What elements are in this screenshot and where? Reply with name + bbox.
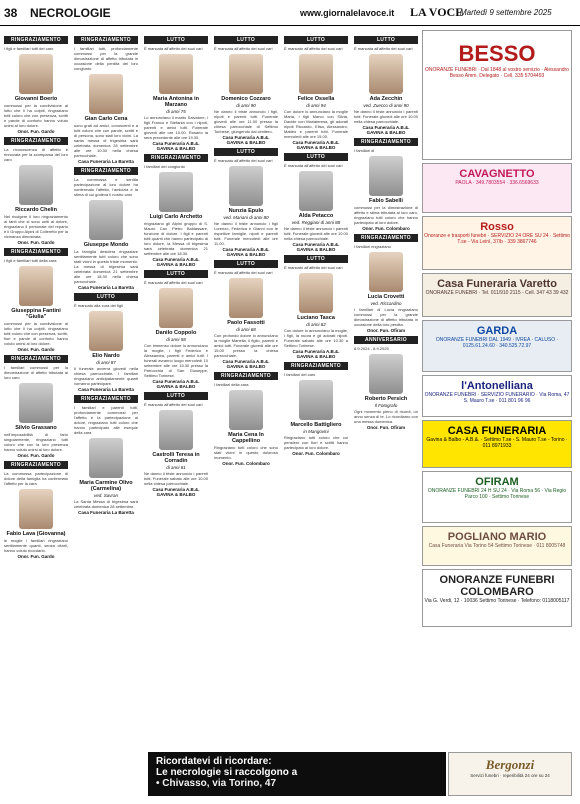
portrait-photo — [159, 288, 193, 328]
deceased-name: Roberto Persich — [364, 396, 408, 402]
deceased-name: Riccardo Chelin — [15, 207, 57, 213]
funeral-home-signature: Onor. Fun. Gardo — [17, 240, 55, 245]
obituary-notice — [144, 172, 208, 267]
deceased-name: Nunzia Epulo — [228, 208, 264, 214]
notice-band: RINGRAZIAMENTO — [4, 248, 68, 256]
notice-text: Lo annunciano il marito Salvatore, i figli Franco e Stefania con i nipoti, parenti e amici tutti. Funerale giovedì alle ore 10.00. Rosario la sera precedente alle ore 19.30. — [144, 115, 208, 140]
notice-band: LUTTO — [214, 148, 278, 156]
notice-intro: È mancato all'affetto dei suoi cari — [144, 402, 203, 407]
portrait-photo — [159, 410, 193, 450]
funeral-home-signature: Casa Funeraria A.B.&. GAVINA & BALBO — [292, 349, 340, 359]
ad-title: BESSO — [458, 41, 536, 66]
deceased-age: di anni 68 — [236, 327, 256, 332]
notice-intro: I familiari commossi per la dimostrazione di affetto tributata al loro caro — [4, 365, 68, 380]
notice-band: LUTTO — [284, 255, 348, 263]
notice-heading — [214, 36, 278, 51]
obituary-column — [214, 36, 278, 742]
notice-intro: La riconoscenza di affetto è rinnovata per la scomparsa del loro caro — [4, 147, 68, 162]
notice-text: Con dolore lo annunciano la moglie Maria, i figli Marco con Silvia, Davide con Mariateresa, gli adorati nipoti Riccardo, Elisa, Alessandro, Matteo e parenti tutti. Funerale mercoledì alle ore 15.00. — [284, 109, 348, 139]
ad-title: POGLIANO MARIO — [447, 531, 547, 543]
ad-title: Rosso — [480, 221, 514, 233]
obituary-notice — [354, 252, 418, 333]
notice-intro: La commossa partecipazione di dolore della famiglia ha confermato l'affetto per la cara — [4, 471, 68, 486]
notice-heading — [74, 395, 138, 435]
deceased-age: di anni 81 — [166, 465, 186, 470]
funeral-home-signature: Casa Funeraria A.B.&. GAVINA & BALBO — [292, 242, 340, 252]
funeral-home-ad[interactable] — [422, 420, 572, 468]
notice-band: LUTTO — [214, 36, 278, 44]
notice-text: le moglie i familiari ringraziano sentitamente quanti, senza citarli, hanno voluto ricordarlo. — [4, 538, 68, 553]
funeral-home-ad[interactable] — [422, 320, 572, 372]
funeral-home-ad[interactable] — [422, 569, 572, 627]
notice-heading — [284, 153, 348, 168]
notice-text: Il funerale avverrà giovedì nella chiesa parrocchiale. I familiari ringraziano anticipatamente quanti vorranno partecipare. — [74, 366, 138, 386]
obituary-notice — [354, 54, 418, 135]
deceased-name: Ada Zecchin — [369, 96, 403, 102]
notice-intro: È mancata all'affetto dei suoi cari — [144, 46, 203, 51]
notice-intro: È mancata all'affetto dei suoi cari — [214, 46, 273, 51]
deceased-age: di anni 58 — [166, 337, 186, 342]
portrait-photo — [19, 54, 53, 94]
deceased-age: di anni 87 — [96, 360, 116, 365]
notice-band: RINGRAZIAMENTO — [4, 137, 68, 145]
notice-heading — [74, 167, 138, 197]
notice-band: RINGRAZIAMENTO — [74, 167, 138, 175]
obituary-notice — [284, 273, 348, 359]
notice-heading — [4, 137, 68, 162]
deceased-age: di anni 94 — [306, 103, 326, 108]
portrait-photo — [369, 156, 403, 196]
page-number: 38 — [4, 6, 18, 20]
website-link[interactable]: www.giornalelavoce.it — [300, 8, 395, 18]
deceased-age: di anni 75 — [166, 109, 186, 114]
deceased-name: Elio Nardo — [92, 353, 120, 359]
notice-heading — [354, 138, 418, 153]
funeral-home-signature: Casa Funeraria A.B.&. GAVINA & BALBO — [152, 487, 200, 497]
obituary-notice — [4, 489, 68, 559]
notice-band: LUTTO — [284, 153, 348, 161]
notice-band: LUTTO — [144, 392, 208, 400]
deceased-age: ved. Reggiani di anni 88 — [291, 220, 341, 225]
funeral-home-signature: Onor. Fun. Ofiram — [366, 328, 406, 333]
advertisement-column — [422, 30, 572, 630]
funeral-home-ad[interactable] — [422, 375, 572, 417]
funeral-home-signature: Casa Funeraria A.B.&. GAVINA & BALBO — [292, 140, 340, 150]
notice-text: Ne danno il triste annuncio i parenti tutti. Funerale giovedì alle ore 10.00 nella chiesa parrocchiale. — [354, 109, 418, 124]
deceased-name: Castrolli Teresa in Corradin — [152, 452, 200, 464]
funeral-home-signature: Casa Funeraria A.B.&. GAVINA & BALBO — [152, 141, 200, 151]
issue-date: Martedì 9 settembre 2025 — [460, 8, 552, 17]
obituary-notice — [144, 54, 208, 151]
deceased-age: di anni 82 — [306, 322, 326, 327]
deceased-name: Lucia Crovetti — [367, 294, 405, 300]
notice-heading — [354, 234, 418, 249]
portrait-photo — [19, 165, 53, 205]
notice-text: Ne danno il triste annuncio i figli, nipoti e parenti tutti. Funerale giovedì alle ore 11.00 presso la chiesa parrocchiale di Settimo Torinese, giungendo dal cimitero. — [214, 109, 278, 134]
ad-details: ONORANZE FUNEBRI · SERVIZIO FUNERARIO · Via Roma, 47 S. Mauro T.se · 011 801 96 96 — [424, 392, 570, 404]
deceased-name: Danilo Coppolo — [155, 330, 197, 336]
deceased-age: ved. Riccardino — [370, 301, 402, 306]
funeral-home-signature: Onor. Fun. Gardo — [17, 129, 55, 134]
notice-text: Ogni momento pieno di ricordi, un anno senza di te. Lo ricordiamo con una messa domenica. — [354, 409, 418, 424]
footer-banner — [148, 752, 446, 796]
ad-details: Via G. Verdi, 12 · 10036 Settimo Torinese · Telefono: 0118005117 — [424, 598, 570, 604]
deceased-name: Alda Petacco — [298, 213, 334, 219]
deceased-name: Paolo Fassotti — [227, 320, 265, 326]
funeral-home-signature: Casa Funeraria La Baretta — [78, 159, 134, 164]
funeral-home-signature: Casa Funeraria A.B.&. GAVINA & BALBO — [222, 359, 270, 369]
notice-text: Ne danno il triste annuncio i parenti tutti. Funerale sabato alle ore 10.00 nella chiesa parrocchiale. — [144, 471, 208, 486]
deceased-name: Marcello Battigliero — [290, 422, 342, 428]
notice-band: RINGRAZIAMENTO — [214, 372, 278, 380]
deceased-age: ved. Zuecco di anni 90 — [363, 103, 409, 108]
notice-band: RINGRAZIAMENTO — [4, 461, 68, 469]
notice-band: LUTTO — [144, 36, 208, 44]
notice-text: Ne danno il triste annuncio i figli Lorenzo, Federica e Gianni con le rispettive famiglie, nipoti e parenti tutti. Funerale mercoledì alle ore 11.00. — [214, 221, 278, 246]
notice-text: Con dolore lo annunciano la moglie, i figli, la nuora e gli adorati nipoti. Funerale sabato alle ore 10.30 a Settimo Torinese. — [284, 328, 348, 348]
funeral-home-ad[interactable] — [422, 273, 572, 317]
obituary-notice — [4, 383, 68, 458]
portrait-photo — [19, 383, 53, 423]
ad-details: ONORANZE FUNEBRI · Tel. 011/910 2115 - Cell. 347 43 39 432 — [425, 290, 569, 296]
ad-title: ONORANZE FUNEBRI COLOMBARO — [439, 574, 555, 598]
obituary-notice — [214, 54, 278, 145]
notice-text: I familiari di Lucia ringraziano commossi per la grande dimostrazione di affetto tributata in occasione della loro perdita. — [354, 307, 418, 327]
deceased-name: Gian Carlo Cena — [84, 116, 128, 122]
portrait-photo — [19, 266, 53, 306]
ad-details: Gavina & Balbo - A.B.&. · Settimo T.se - S. Mauro T.se - Torino · 011 8971933 — [426, 437, 568, 449]
funeral-home-signature: Casa Funeraria A.B.&. GAVINA & BALBO — [222, 247, 270, 257]
obituary-notice — [354, 156, 418, 231]
funeral-home-signature: Casa Funeraria La Baretta — [78, 285, 134, 290]
funeral-home-signature: Casa Funeraria A.B.&. GAVINA & BALBO — [222, 135, 270, 145]
funeral-home-ad[interactable] — [422, 30, 572, 160]
deceased-age: Il Fotografo — [374, 403, 398, 408]
obituary-notice — [354, 354, 418, 430]
obituary-column — [354, 36, 418, 742]
portrait-photo — [159, 54, 193, 94]
notice-band: RINGRAZIAMENTO — [4, 355, 68, 363]
obituary-notice — [74, 74, 138, 164]
ad-details: Onoranze e trasporti funebri · SERVIZIO 24 ORE SU 24 · Settimo T.se - Via Leinì, 37/b · 339 3867746 — [424, 233, 570, 245]
ad-details: ONORANZE FUNEBRI 24 H SU 24 · Via Roma 56 · Via Regio Parco 100 · Settimo Torinese — [427, 488, 567, 500]
portrait-photo — [89, 311, 123, 351]
notice-band: LUTTO — [214, 260, 278, 268]
funeral-home-signature: Onor. Fun. Gardo — [17, 453, 55, 458]
deceased-name: Luciano Tasca — [297, 315, 335, 321]
funeral-home-signature: Casa Funeraria La Baretta — [78, 510, 134, 515]
footer-line-3: • Chivasso, via Torino, 47 — [156, 778, 277, 789]
portrait-photo — [299, 54, 333, 94]
newspaper-logo: LA VOCE — [410, 5, 464, 19]
deceased-age: ved. Savran — [93, 493, 118, 498]
notice-intro: È mancato all'affetto dei suoi cari — [284, 46, 343, 51]
portrait-photo — [369, 54, 403, 94]
notice-heading — [284, 362, 348, 377]
notice-intro: È mancato all'affetto dei suoi cari — [284, 265, 343, 270]
page-header — [0, 0, 580, 26]
obituary-notice — [214, 166, 278, 257]
notice-intro: È mancato all'affetto dei suoi cari — [214, 270, 273, 275]
notice-text: La Santa Messa di trigesima sarà celebrata domenica 28 settembre. — [74, 499, 138, 509]
notice-intro: La commossa e sentita partecipazione al loro dolore ha confermato l'affetto, l'amicizia e la stima di cui godeva il nostro caro — [74, 177, 138, 197]
ad-title: OFIRAM — [475, 476, 519, 488]
notice-text: Ringraziano tutti coloro che col pensiero con fiori e scritti hanno partecipato al loro dolore. — [284, 435, 348, 450]
funeral-home-ad[interactable] — [422, 216, 572, 270]
footer-line-1: Ricordatevi di ricordare: — [156, 756, 272, 767]
funeral-home-signature: Casa Funeraria A.B.&. GAVINA & BALBO — [152, 257, 200, 267]
deceased-age: in Mangovini — [303, 429, 329, 434]
notice-text: Ringraziano tutti coloro che sono stati vicini in questo doloroso momento. — [214, 445, 278, 460]
portrait-photo — [299, 273, 333, 313]
deceased-age: ved. Mariani di anni 80 — [223, 215, 269, 220]
notice-heading — [4, 461, 68, 486]
funeral-home-signature: Onor. Fun. Ofiram — [366, 425, 406, 430]
notice-band: LUTTO — [74, 293, 138, 301]
portrait-photo — [19, 489, 53, 529]
portrait-photo — [369, 354, 403, 394]
notice-heading — [354, 36, 418, 51]
notice-text: Nel rivolgere il loro ringraziamento ai tanti che si sono uniti al dolore, ringraziano il personale del reparto e il Gruppo Alpini di Colleretto per la vicinanza dimostrata. — [4, 214, 68, 239]
bergonzi-ad[interactable] — [448, 752, 572, 796]
ad-details: PAOLA · 349.7803554 · 336.6569633 — [455, 180, 539, 186]
notice-text: Ne danno il triste annuncio i parenti tutti. Funerale giovedì alle ore 10.00 nella chiesa parrocchiale. — [284, 226, 348, 241]
portrait-photo — [229, 278, 263, 318]
notice-heading — [144, 36, 208, 51]
notice-intro: È mancato all'affetto dei suoi cari — [144, 280, 203, 285]
notice-band: RINGRAZIAMENTO — [74, 36, 138, 44]
bergonzi-sub: Servizi funebri · reperibilità 24 ore su 24 — [470, 773, 550, 778]
funeral-home-signature: Onor. Fun. Gardo — [17, 554, 55, 559]
portrait-photo — [369, 252, 403, 292]
notice-band: RINGRAZIAMENTO — [4, 36, 68, 44]
notice-heading — [214, 372, 278, 387]
notice-text: Con profondo dolore lo annunciano la moglie Mariella, il figlio, parenti e amici tutti. Funerale giovedì alle ore 15.00 presso la chiesa parrocchiale. — [214, 333, 278, 358]
notice-heading — [4, 36, 68, 51]
notice-text: ringraziano gli Alpini gruppo di S. Mauro Cav. Pietro Baldassare, funzione di dolore. I figli e parenti tutti quanti che hanno partecipato al loro dolore, la Messa di trigesima sarà celebrata domenica 21 settembre alle ore 18.30. — [144, 221, 208, 256]
deceased-name: Silvio Grassano — [15, 425, 57, 431]
obituary-notice — [214, 278, 278, 369]
portrait-photo — [229, 166, 263, 206]
portrait-photo — [299, 380, 333, 420]
funeral-home-ad[interactable] — [422, 526, 572, 566]
ad-details: ONORANZE FUNEBRI · Dal 1848 al vostro servizio · Alessandro Besso Amm. Delegato · Cell. 335 5704493 — [425, 67, 569, 79]
portrait-photo — [159, 172, 193, 212]
notice-intro: È mancata all'affetto dei suoi cari — [284, 163, 343, 168]
notice-intro: I familiari tutti, profondamente commossi per la grande dimostrazione di affetto tributata in occasione della perdita del loro congiunto — [74, 46, 138, 71]
funeral-home-ad[interactable] — [422, 471, 572, 523]
obituary-notice — [4, 266, 68, 352]
funeral-home-signature: Casa Funeraria La Baretta — [78, 387, 134, 392]
notice-heading — [354, 336, 418, 351]
notice-heading — [4, 355, 68, 380]
notice-band: RINGRAZIAMENTO — [284, 362, 348, 370]
notice-text: commossi per la condivisione al lutto che li ha colpiti, ringraziano tutti coloro che con presenza, scritti, fiori e parole di conforto hanno voluto unirsi al loro dolore. — [4, 321, 68, 346]
notice-heading — [284, 255, 348, 270]
ad-title: CASA FUNERARIA — [447, 425, 547, 437]
portrait-photo — [89, 74, 123, 114]
funeral-home-signature: Onor. Fun. Colombaro — [292, 451, 340, 456]
notice-heading — [214, 148, 278, 163]
notice-text: La famiglia desidera ringraziare sentitamente tutti coloro che sono stati vicini in questo triste momento. La messa di trigesima sarà celebrata domenica 21 settembre alle ore 18.30 nella chiesa parrocchiale. — [74, 249, 138, 284]
deceased-age: di anni 90 — [236, 103, 256, 108]
ad-title: l'Antonelliana — [461, 380, 533, 392]
footer-line-2: Le necrologie si raccolgono a — [156, 767, 298, 778]
notice-heading — [74, 36, 138, 71]
deceased-name: Maria Antonina in Marzano — [153, 96, 199, 108]
notice-text: sono grati ad amici, conoscenti e a tutti coloro che con parole, scritti e di persona, sono stati loro vicini. La santa messa di trigesima sarà celebrata domenica 28 settembre alle ore 10.30 nella chiesa parrocchiale. — [74, 123, 138, 158]
obituary-column — [4, 36, 68, 742]
notice-text: commossi per la condivisione al lutto che li ha colpiti, ringraziano tutti coloro che con presenza, scritti e parole di conforto hanno voluto unirsi al loro dolore. — [4, 103, 68, 128]
portrait-photo — [299, 171, 333, 211]
funeral-home-signature: Casa Funeraria A.B.&. GAVINA & BALBO — [362, 125, 410, 135]
deceased-name: Felice Ossella — [297, 96, 335, 102]
obituary-column — [284, 36, 348, 742]
obituary-notice — [284, 380, 348, 456]
section-title: NECROLOGIE — [30, 6, 111, 20]
deceased-name: Fabio Lava (Giovanna) — [6, 531, 66, 537]
deceased-name: Domenico Cozzaro — [221, 96, 271, 102]
ad-title: GARDA — [476, 325, 518, 337]
funeral-home-ad[interactable] — [422, 163, 572, 213]
notice-intro: I familiari di — [354, 148, 375, 153]
notice-band: LUTTO — [354, 36, 418, 44]
obituary-notice — [144, 410, 208, 497]
funeral-home-signature: Casa Funeraria A.B.&. GAVINA & BALBO — [152, 379, 200, 389]
notice-band: RINGRAZIAMENTO — [354, 234, 418, 242]
obituary-column — [144, 36, 208, 742]
notice-intro: 8.9.2024 - 8.9.2025 — [354, 346, 389, 351]
deceased-name: Maria Carmine Olivo (Carmelina) — [79, 480, 133, 492]
notice-intro: È mancato all'affetto dei suoi cari — [214, 158, 273, 163]
obituary-notice — [74, 200, 138, 290]
notice-band: LUTTO — [284, 36, 348, 44]
obituary-notice — [144, 288, 208, 389]
bergonzi-title: Bergonzi — [485, 757, 535, 772]
funeral-home-signature: Onor. Fun. Colombaro — [222, 461, 270, 466]
ad-title: CAVAGNETTO — [459, 168, 535, 180]
notice-heading — [284, 36, 348, 51]
notice-band: RINGRAZIAMENTO — [74, 395, 138, 403]
notice-intro: I figli e familiari tutti della cara — [4, 258, 57, 263]
notice-heading — [144, 154, 208, 169]
ad-details: ONORANZE FUNEBRI DAL 1949 · IVREA · CALUSO · 0125.61.24.60 · 340.525.72.97 — [435, 337, 559, 349]
portrait-photo — [89, 200, 123, 240]
notice-band: ANNIVERSARIO — [354, 336, 418, 344]
deceased-name: Maria Cena In Cappellino — [228, 432, 264, 444]
obituary-notice — [284, 54, 348, 150]
funeral-home-signature: Onor. Fun. Gardo — [17, 347, 55, 352]
notice-heading — [4, 248, 68, 263]
funeral-home-signature: Onor. Fun. Colombaro — [362, 226, 410, 231]
notice-heading — [74, 293, 138, 308]
notice-intro: I familiari del caro — [284, 372, 316, 377]
notice-heading — [144, 270, 208, 285]
obituary-notice — [4, 165, 68, 245]
deceased-name: Giovanni Boerio — [14, 96, 58, 102]
notice-band: RINGRAZIAMENTO — [354, 138, 418, 146]
notice-intro: I familiari ringraziano — [354, 244, 391, 249]
obituary-notice — [4, 54, 68, 134]
portrait-photo — [89, 438, 123, 478]
notice-intro: I familiari della cara — [214, 382, 249, 387]
notice-intro: È mancata all'affetto dei suoi cari — [354, 46, 413, 51]
notice-intro: I figli e familiari tutti del caro — [4, 46, 54, 51]
obituary-notice — [74, 438, 138, 515]
notice-text: nell'impossibilità di farlo singolarmente, ringraziano tutti coloro che con la loro presenza hanno voluto unirsi al loro dolore. — [4, 432, 68, 452]
notice-intro: I familiari e parenti tutti, profondamente commossi per l'affetto e la partecipazione al dolore, ringraziano tutti coloro che hanno partecipato alle esequie della cara — [74, 405, 138, 435]
deceased-name: Giuseppina Fantini "Giulia" — [11, 308, 61, 320]
notice-intro: I familiari del congiunto — [144, 164, 185, 169]
notice-text: commossi per la dimostrazione di affetto e stima tributata al loro caro, ringraziano tutti coloro che hanno partecipato al loro dolore. — [354, 205, 418, 225]
obituary-notice — [284, 171, 348, 252]
portrait-photo — [229, 54, 263, 94]
deceased-name: Giuseppe Mondo — [83, 242, 129, 248]
notice-intro: È mancato alla cura dei figli — [74, 303, 123, 308]
portrait-photo — [229, 390, 263, 430]
notice-heading — [144, 392, 208, 407]
deceased-name: Luigi Carlo Archetto — [149, 214, 203, 220]
notice-band: LUTTO — [144, 270, 208, 278]
notice-heading — [214, 260, 278, 275]
ad-details: Casa Funeraria Via Torino 54 Settimo Torinese · 011 8005748 — [428, 543, 566, 549]
obituary-notice — [74, 311, 138, 392]
obituary-notice — [214, 390, 278, 466]
ad-title: Casa Funeraria Varetto — [437, 278, 557, 290]
notice-text: Con immenso dolore lo annunciano la moglie, i figli Federico e Alessandra, parenti e amici tutti. I funerali avranno luogo mercoledì 10 settembre alle ore 15.30 presso la Parrocchia di San Giuseppe, Settimo Torinese. — [144, 343, 208, 378]
notice-band: RINGRAZIAMENTO — [144, 154, 208, 162]
obituary-column — [74, 36, 138, 742]
deceased-name: Fabio Sabelli — [369, 198, 403, 204]
